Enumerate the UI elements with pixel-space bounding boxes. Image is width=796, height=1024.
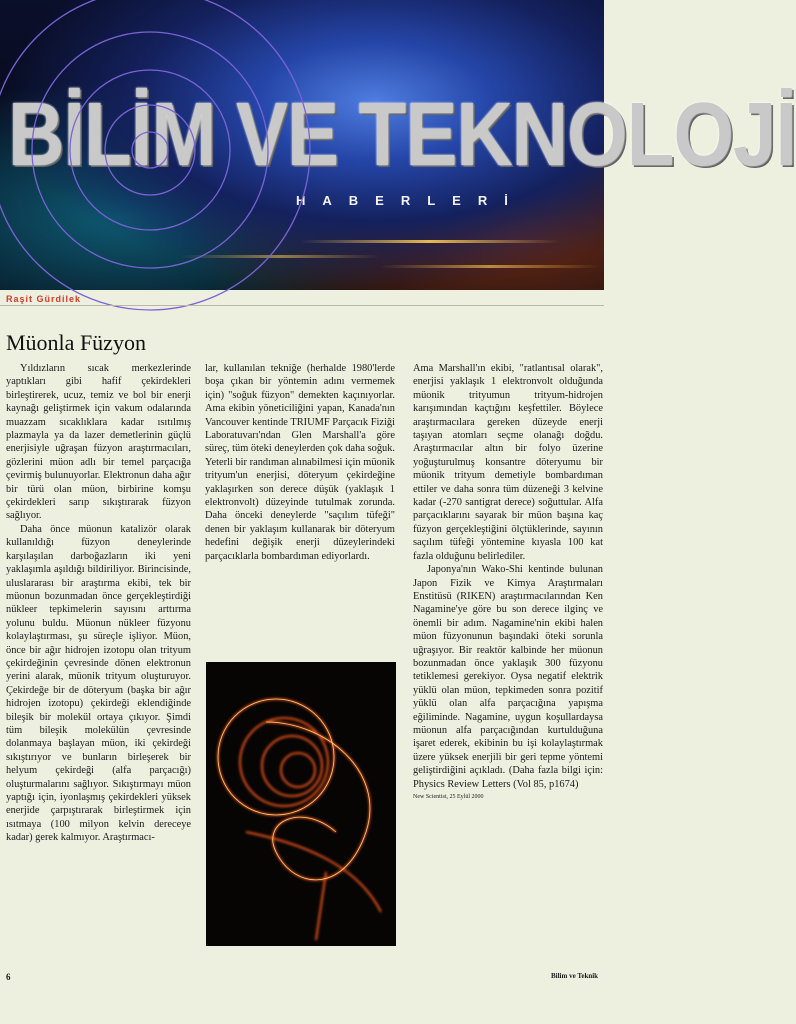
article-column-2 bbox=[205, 362, 395, 563]
particle-track-image bbox=[206, 662, 396, 946]
paragraph: Yıldızların sıcak merkezlerinde yaptıkları gibi hafif çekirdekleri birleştirerek, ucuz, temiz ve bol bir enerji kaynağı geliştirmek için vakum odalarında muazzam sıcaklıklara kadar ısıtılmış plazmayla ya da lazer demetlerinin güçlü enerjisiyle uğraşan füzyon araştırmacıları, gözlerini müon adlı bir temel parçacığa çevirmiş bulunuyorlar. Elektronun daha ağır bir türü olan müon, birbirine komşu çekirdekleri sarıp sıkıştırarak füzyon sağlıyor. bbox=[6, 363, 191, 522]
paragraph: lar, kullanılan tekniğe (herhalde 1980'lerde boşa çıkan bir yöntemin adını vermemek için) "soğuk füzyon" demekten kaçınıyorlar. Ama ekibin yöneticiliğini yapan, Kanada'nın Vancouver kentinde TRIUMF Parçacık Fiziği Laboratuvarı'ndan Glen Marshall'a göre süreç, tüm öteki deneylerden çok daha soğuk. Yeterli bir randıman alınabilmesi için müonik trityum'un enerjisi, döteryum çekirdeğine yaklaşırken son derece düşük (yaklaşık 1 elektronvolt) düzeyinde tutulmak zorunda. Daha önceki deneylerde "saçılım tüfeği" denen bir yaklaşım kullanarak bir döteryum hedefini değişik enerji düzeylerindeki parçacıklarla bombardıman ediyorlardı. bbox=[205, 363, 395, 562]
divider bbox=[0, 305, 604, 306]
article-column-3 bbox=[413, 362, 603, 804]
article-headline: Müonla Füzyon bbox=[6, 330, 146, 355]
magazine-name: Bilim ve Teknik bbox=[551, 972, 599, 980]
banner-title: BİLİM VE TEKNOLOJİ bbox=[8, 83, 796, 185]
paragraph: Japonya'nın Wako-Shi kentinde bulunan Japon Fizik ve Kimya Araştırmaları Enstitüsü (RIKEN) araştırmacılarından Ken Nagamine'ye göre bu son derece ilginç ve önemli bir adım. Nagamine'nin ekibi halen müon füzyonunun başındaki öteki sorunla uğraşıyor. Bir reaktör kalbinde her müonun bozunmadan önce yaklaşık 300 füzyonu tetiklemesi gerekiyor. Oysa negatif elektrik yüklü olan müon, tepkimeden sonra pozitif yüklü olan alfa parçacığına yapışma eğiliminde. Nagamine, uygun koşullardaysa müonun alfa parçacığından kurtulduğuna işaret ederek, ekibinin bu işi kolaylaştırmak üzere yüksek enerjili bir geri tepme yöntemi geliştirdiğini açıkladı. (Daha fazla bilgi için: Physics Review Letters (Vol 85, p1674) bbox=[413, 564, 603, 790]
paragraph: Daha önce müonun katalizör olarak kullanıldığı füzyon deneylerinde karşılaşılan darboğazların iki yeni yaklaşımla aşıldığı bildiriliyor. Birincisinde, uluslararası bir araştırma ekibi, tek bir müonun bozunmadan önce gerçekleştirdiği nükleer tepkimelerin sayısını arttırma yolunu buldu. Müonun nükleer füzyonu kolaylaştırması, şu süreçle işliyor. Müon, önce bir ağır hidrojen izotopu olan trityum çekirdeğinin çevresinde dönen elektronun yerini alarak, müonik trityum oluşturuyor. Çekirdeğe bir de döteryum (başka bir ağır hidrojen izotopu) çekirdeği eklendiğinde bileşik bir molekül ortaya çıkıyor. Şimdi tüm bileşik molekülün çevresinde dolanmaya başlayan müon, iki çekirdeği sıkıştırıyor ve bunların birleşerek bir helyum çekirdeği (alfa parçacığı) oluşturmalarını sağlıyor. Sıkıştırmayı müon yaptığı için, iyonlaşmış çekirdekleri yüksek enerjide çarpıştırarak birleştirmek için ısıtmaya (100 milyon kelvin dereceye kadar) gerek kalmıyor. Araştırmacı- bbox=[6, 523, 191, 844]
author-name: Raşit Gürdilek bbox=[6, 294, 82, 304]
particle-track-icon bbox=[206, 662, 396, 946]
banner-subtitle: HABERLERİ bbox=[296, 193, 525, 208]
source-citation: New Scientist, 25 Eylül 2000 bbox=[413, 794, 484, 800]
paragraph: Ama Marshall'ın ekibi, "ratlantısal olarak", enerjisi yaklaşık 1 elektronvolt olduğunda müonik trityumun trityum-hidrojen karışımından kaçtığını keşfettiler. Böylece araştırmacılara gereken düzeyde enerji taşıyan atomları seçme olanağı doğdu. Araştırmacılar altın bir folyo üzerine yoğuşturulmuş konsantre döteryumu bir müonik trityum demetiyle bombardıman ettiler ve daha sonra tüm düzeneği 3 kelvine kadar (-270 santigrat derece) soğuttular. Alfa parçacıklarını sayarak bir müon başına kaç füzyon gerçekleştiğini ölçtüklerinde, sayının saçılım tüfeği yöntemine kıyasla 100 kat fazla olduğunu belirlediler. bbox=[413, 363, 603, 562]
page-number: 6 bbox=[6, 972, 11, 982]
concentric-rings-icon bbox=[0, 0, 796, 330]
article-column-1 bbox=[6, 362, 191, 845]
